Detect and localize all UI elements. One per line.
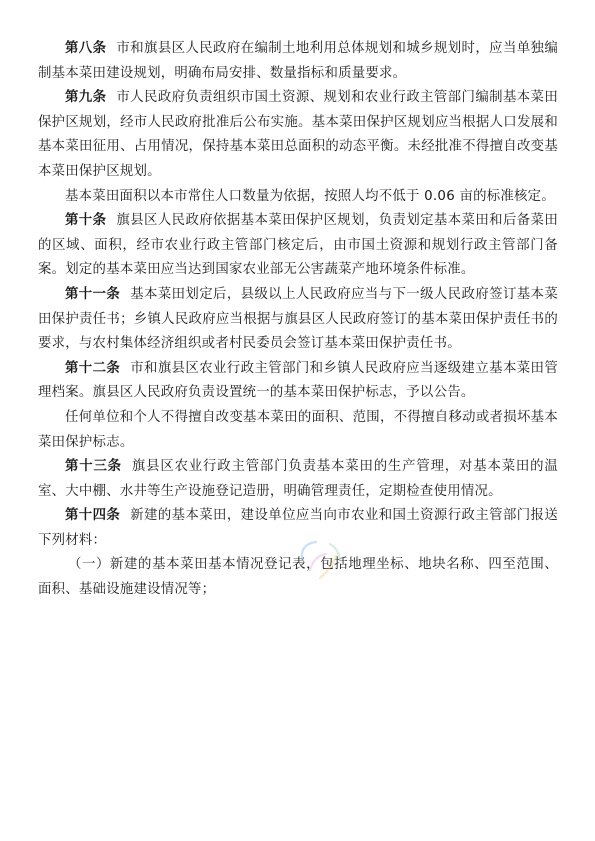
paragraph-text: 基本菜田面积以本市常住人口数量为依据，按照人均不低于 0.06 亩的标准核定。 [65, 188, 555, 204]
article-number: 第十三条 [65, 459, 122, 475]
article-number: 第十一条 [65, 286, 121, 302]
article-text: 旗县区人民政府依据基本菜田保护区规划，负责划定基本菜田和后备菜田的区域、面积，经市农业行政主管部门核定后，由市国土资源和规划行政主管部门备案。划定的基本菜田应当达到国家农业部无公害蔬菜产地环境条件标准。 [38, 213, 559, 278]
list-item-text: （一）新建的基本菜田基本情况登记表，包括地理坐标、地块名称、四至范围、面积、基础设施建设情况等； [38, 557, 558, 598]
watermark-logo-icon [290, 530, 350, 590]
article-11 [38, 283, 558, 357]
article-text: 旗县区农业行政主管部门负责基本菜田的生产管理，对基本菜田的温室、大中棚、水井等生产设施登记造册，明确管理责任，定期检查使用情况。 [38, 459, 559, 499]
article-10 [38, 209, 558, 283]
article-number: 第八条 [65, 41, 107, 56]
article-text: 市和旗县区农业行政主管部门和乡镇人民政府应当逐级建立基本菜田管理档案。旗县区人民政府负责设置统一的基本菜田保护标志，予以公告。 [38, 360, 558, 401]
article-8 [38, 37, 558, 86]
article-number: 第十二条 [65, 360, 121, 376]
article-number: 第十四条 [65, 508, 121, 524]
article-text: 新建的基本菜田，建设单位应当向市农业和国土资源行政主管部门报送下列材料： [38, 508, 558, 548]
article-text: 市和旗县区人民政府在编制土地利用总体规划和城乡规划时，应当单独编制基本菜田建设规划，明确布局安排、数量指标和质量要求。 [38, 41, 559, 81]
article-12-paragraph-2 [38, 406, 558, 455]
article-text: 基本菜田划定后，县级以上人民政府应当与下一级人民政府签订基本菜田保护责任书；乡镇人民政府应当根据与旗县区人民政府签订的基本菜田保护责任书的要求，与农村集体经济组织或者村民委员会签订基本菜田保护责任书。 [38, 286, 558, 352]
paragraph-text: 任何单位和个人不得擅自改变基本菜田的面积、范围，不得擅自移动或者损坏基本菜田保护标志。 [38, 409, 558, 450]
article-13 [38, 455, 558, 504]
article-9 [38, 86, 558, 184]
document-body [38, 37, 558, 603]
article-number: 第九条 [65, 90, 107, 106]
article-text: 市人民政府负责组织市国土资源、规划和农业行政主管部门编制基本菜田保护区规划，经市人民政府批准后公布实施。基本菜田保护区规划应当根据人口发展和基本菜田征用、占用情况，保持基本菜田总面积的动态平衡。未经批准不得擅自改变基本菜田保护区规划。 [38, 90, 559, 179]
article-9-paragraph-2 [38, 185, 558, 210]
article-12 [38, 357, 558, 406]
article-number: 第十条 [65, 213, 107, 229]
